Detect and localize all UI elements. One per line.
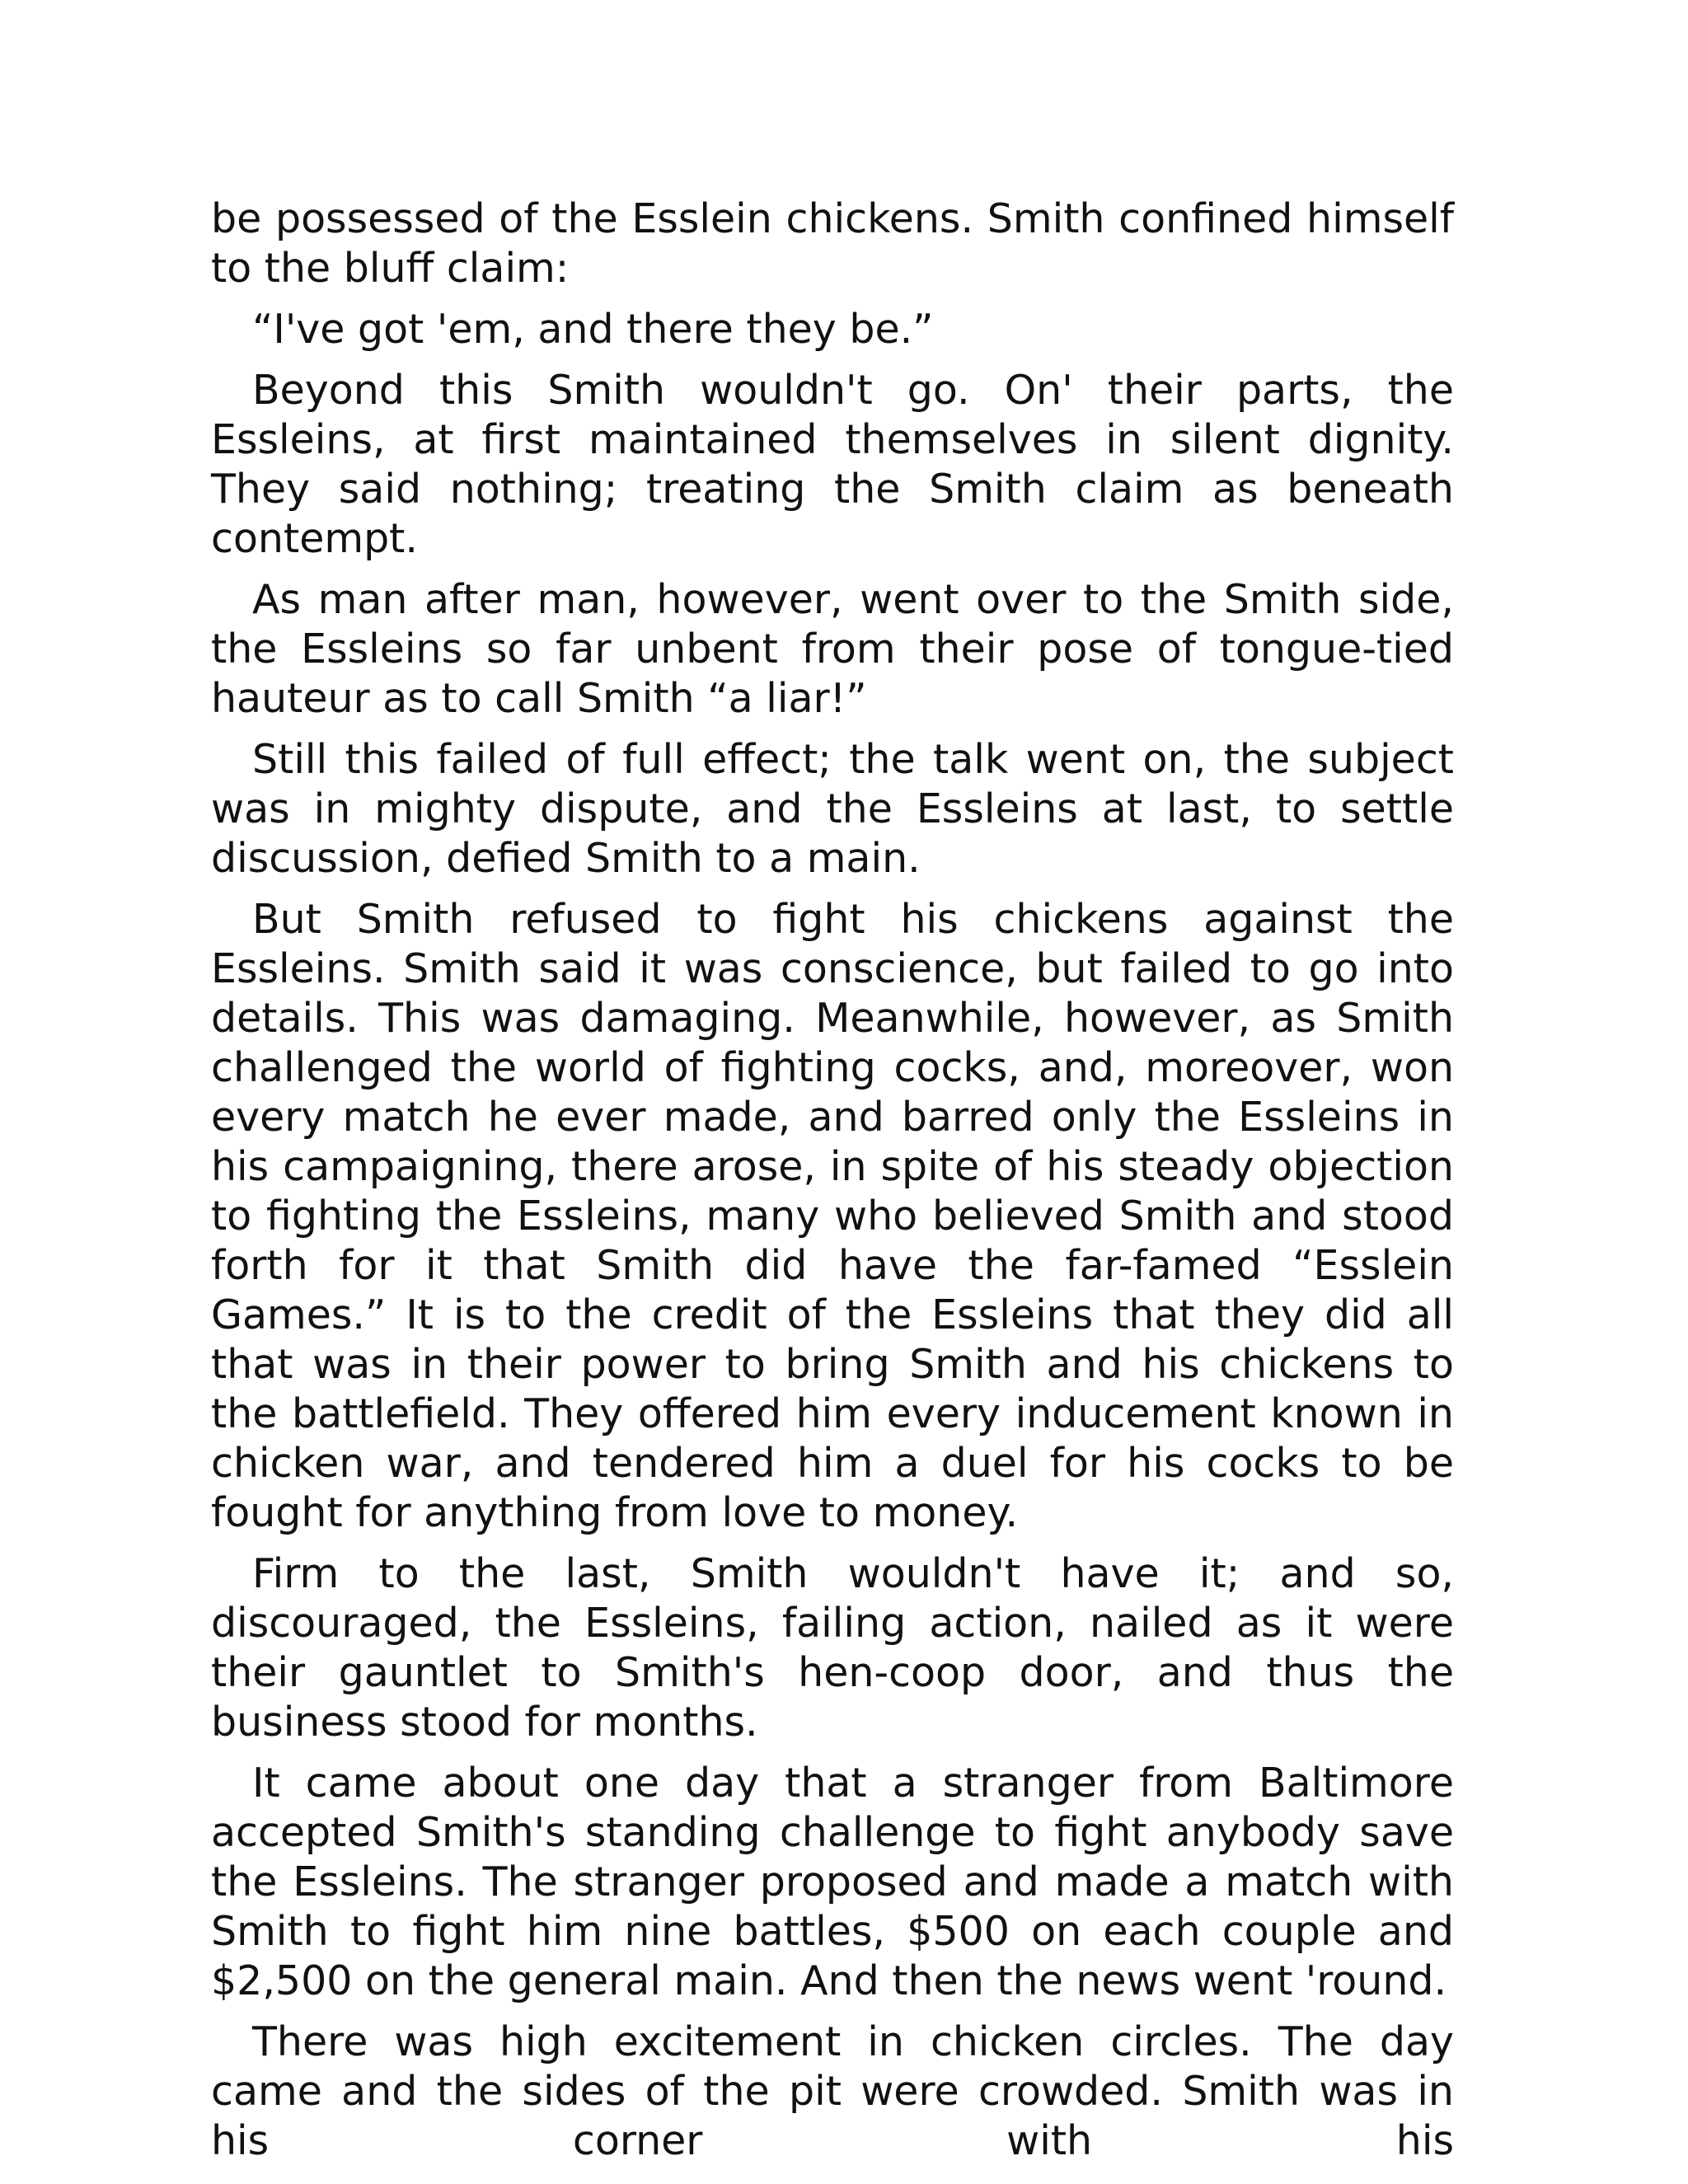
document-page — [211, 194, 1454, 2177]
paragraph-3: Beyond this Smith wouldn't go. On' their parts, the Essleins, at first maintained themselves in silent dignity. They said nothing; treating the Smith claim as beneath contempt. — [211, 367, 1454, 562]
paragraph-1: be possessed of the Esslein chickens. Smith confined himself to the bluff claim: — [211, 195, 1454, 292]
paragraph-2: “I've got 'em, and there they be.” — [252, 306, 934, 353]
paragraph-9: There was high excitement in chicken circles. The day came and the sides of the pit were crowded. Smith was in his corner with his — [211, 2018, 1454, 2164]
paragraph-8: It came about one day that a stranger from Baltimore accepted Smith's standing challenge to fight anybody save the Essleins. The stranger proposed and made a match with Smith to fight him nine battles, $500 on each couple and $2,500 on the general main. And then the news went 'round. — [211, 1760, 1454, 2004]
paragraph-5: Still this failed of full effect; the talk went on, the subject was in mighty dispute, and the Essleins at last, to settle discussion, defied Smith to a main. — [211, 736, 1454, 882]
paragraph-6: But Smith refused to fight his chickens against the Essleins. Smith said it was conscience, but failed to go into details. This was damaging. Meanwhile, however, as Smith challenged the world of fighting cocks, and, moreover, won every match he ever made, and barred only the Essleins in his campaigning, there arose, in spite of his steady objection to fighting the Essleins, many who believed Smith and stood forth for it that Smith did have the far-famed “Esslein Games.” It is to the credit of the Essleins that they did all that was in their power to bring Smith and his chickens to the battlefield. They offered him every inducement known in chicken war, and tendered him a duel for his cocks to be fought for anything from love to money. — [211, 896, 1454, 1536]
paragraph-7: Firm to the last, Smith wouldn't have it; and so, discouraged, the Essleins, failing action, nailed as it were their gauntlet to Smith's hen-coop door, and thus the business stood for months. — [211, 1550, 1454, 1746]
paragraph-4: As man after man, however, went over to the Smith side, the Essleins so far unbent from their pose of tongue-tied hauteur as to call Smith “a liar!” — [211, 576, 1454, 722]
